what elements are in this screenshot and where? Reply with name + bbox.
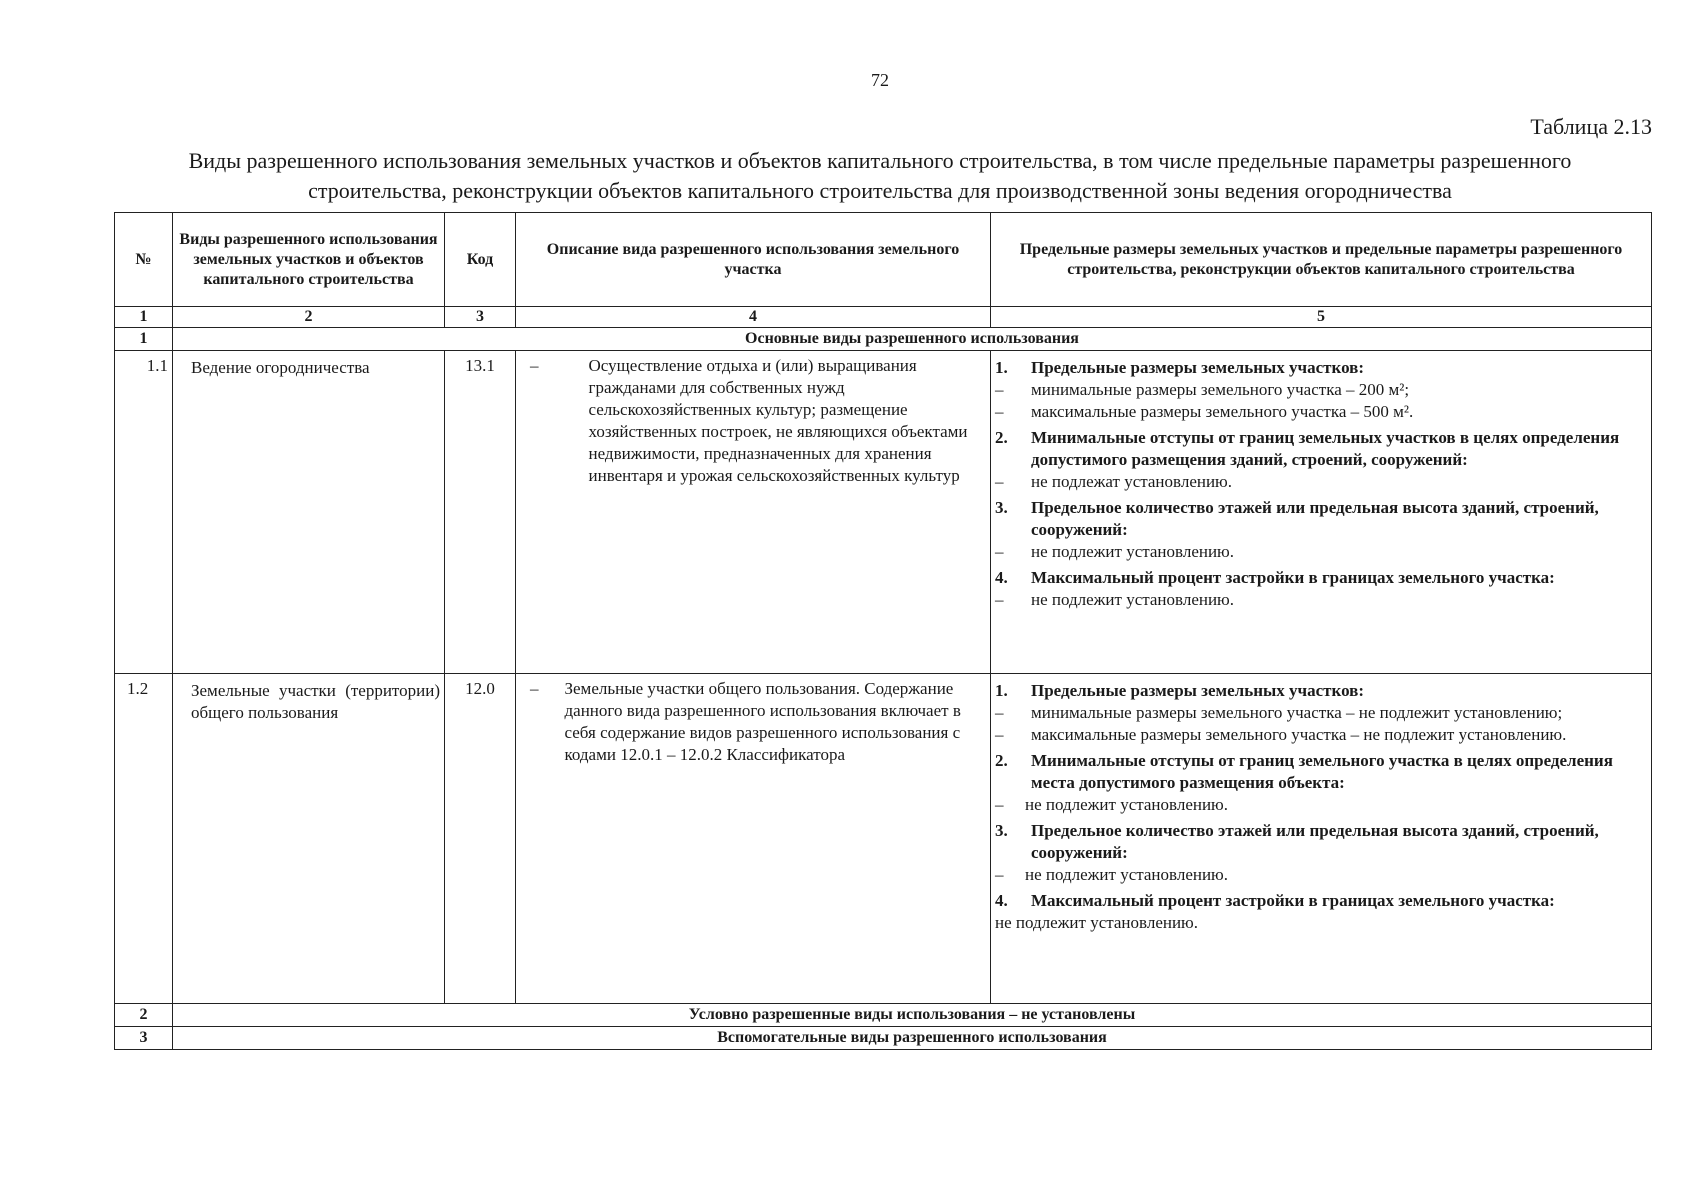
column-number: 5 <box>991 307 1652 328</box>
use-type-text: Земельные участки (территории) общего пользования <box>191 681 440 722</box>
table-header-row <box>115 213 1652 307</box>
header-description: Описание вида разрешенного использования земельного участка <box>516 213 991 307</box>
param-value: минимальные размеры земельного участка – 200 м²; <box>1031 380 1410 399</box>
param-heading: Предельное количество этажей или предельная высота зданий, строений, сооружений: <box>1031 821 1599 862</box>
column-number-row <box>115 307 1652 328</box>
list-dash: – <box>530 679 539 698</box>
param-heading: Предельное количество этажей или предельная высота зданий, строений, сооружений: <box>1031 498 1599 539</box>
table-row <box>115 674 1652 1004</box>
description-cell <box>516 674 991 1004</box>
column-number: 4 <box>516 307 991 328</box>
column-number: 3 <box>445 307 516 328</box>
code-cell: 13.1 <box>445 351 516 674</box>
header-code: Код <box>445 213 516 307</box>
section-title: Основные виды разрешенного использования <box>173 328 1652 351</box>
param-heading: Предельные размеры земельных участков: <box>1031 681 1365 700</box>
param-heading: Минимальные отступы от границ земельных участков в целях определения допустимого размещения зданий, строений, сооружений: <box>1031 428 1620 469</box>
column-number: 2 <box>173 307 445 328</box>
param-heading: Минимальные отступы от границ земельного участка в целях определения места допустимого размещения объекта: <box>1031 751 1613 792</box>
section-row-conditional <box>115 1004 1652 1027</box>
param-value: не подлежит установлению. <box>1025 795 1229 814</box>
section-title: Условно разрешенные виды использования – не установлены <box>173 1004 1652 1027</box>
param-value: минимальные размеры земельного участка – не подлежит установлению; <box>1031 703 1563 722</box>
row-number: 1.2 <box>115 674 173 1004</box>
param-value: не подлежит установлению. <box>1025 865 1229 884</box>
description-text: Осуществление отдыха и (или) выращивания гражданами для собственных нужд сельскохозяйственных культур; размещение хозяйственных построек, не являющихся объектами недвижимости, предназначенных для хранения инвентаря и урожая сельскохозяйственных культур <box>588 356 968 485</box>
section-row-main <box>115 328 1652 351</box>
param-value: максимальные размеры земельного участка – не подлежит установлению. <box>1031 725 1567 744</box>
page-number: 72 <box>871 70 889 90</box>
use-type-cell <box>173 674 445 1004</box>
param-heading: Максимальный процент застройки в границах земельного участка: <box>1031 568 1555 587</box>
param-heading: Максимальный процент застройки в границах земельного участка: <box>1031 891 1555 910</box>
table-label: Таблица 2.13 <box>1530 114 1652 139</box>
table-row <box>115 351 1652 674</box>
description-text: Земельные участки общего пользования. Содержание данного вида разрешенного использования включает в себя содержание видов разрешенного использования с кодами 12.0.1 – 12.0.2 Классификатора <box>564 679 961 764</box>
params-cell: 1. Предельные размеры земельных участков: – минимальные размеры земельного участка – 200 м²; – максимальные размеры земельного участка – 500 м². 2. Минимальные отступы от границ земельных участков в целях определения допустимого размещения зданий, строений, сооружений: – не подлежат установлению. 3. Предельное количество этажей или предельная высота зданий, строений, сооружений: – не подлежит установлению. 4. Максимальный процент застройки в границах земельного участка: – не подлежит установлению. <box>991 351 1652 674</box>
section-title: Вспомогательные виды разрешенного использования <box>173 1027 1652 1050</box>
column-number: 1 <box>115 307 173 328</box>
param-heading: Предельные размеры земельных участков: <box>1031 358 1365 377</box>
param-value: не подлежат установлению. <box>1031 472 1233 491</box>
description-cell <box>516 351 991 674</box>
param-value: не подлежит установлению. <box>1031 542 1235 561</box>
section-number: 1 <box>115 328 173 351</box>
list-dash: – <box>530 356 539 375</box>
header-use-type: Виды разрешенного использования земельных участков и объектов капитального строительства <box>173 213 445 307</box>
use-type-cell <box>173 351 445 674</box>
row-number: 1.1 <box>115 351 173 674</box>
code-cell: 12.0 <box>445 674 516 1004</box>
section-row-auxiliary <box>115 1027 1652 1050</box>
header-num: № <box>115 213 173 307</box>
table-title: Виды разрешенного использования земельных участков и объектов капитального строительства, в том числе предельные параметры разрешенного строительства, реконструкции объектов капитального строительства для производственной зоны ведения огородничества <box>188 148 1572 203</box>
section-number: 2 <box>115 1004 173 1027</box>
land-use-table <box>114 212 1652 1050</box>
use-type-text: Ведение огородничества <box>191 358 370 377</box>
param-value: максимальные размеры земельного участка – 500 м². <box>1031 402 1414 421</box>
param-value: не подлежит установлению. <box>995 913 1199 932</box>
params-cell: 1. Предельные размеры земельных участков: – минимальные размеры земельного участка – не подлежит установлению; – максимальные размеры земельного участка – не подлежит установлению. 2. Минимальные отступы от границ земельного участка в целях определения места допустимого размещения объекта: – не подлежит установлению. 3. Предельное количество этажей или предельная высота зданий, строений, сооружений: – не подлежит установлению. 4. Максимальный процент застройки в границах земельного участка: не подлежит установлению. <box>991 674 1652 1004</box>
header-params: Предельные размеры земельных участков и предельные параметры разрешенного строительства, реконструкции объектов капитального строительства <box>991 213 1652 307</box>
section-number: 3 <box>115 1027 173 1050</box>
param-value: не подлежит установлению. <box>1031 590 1235 609</box>
